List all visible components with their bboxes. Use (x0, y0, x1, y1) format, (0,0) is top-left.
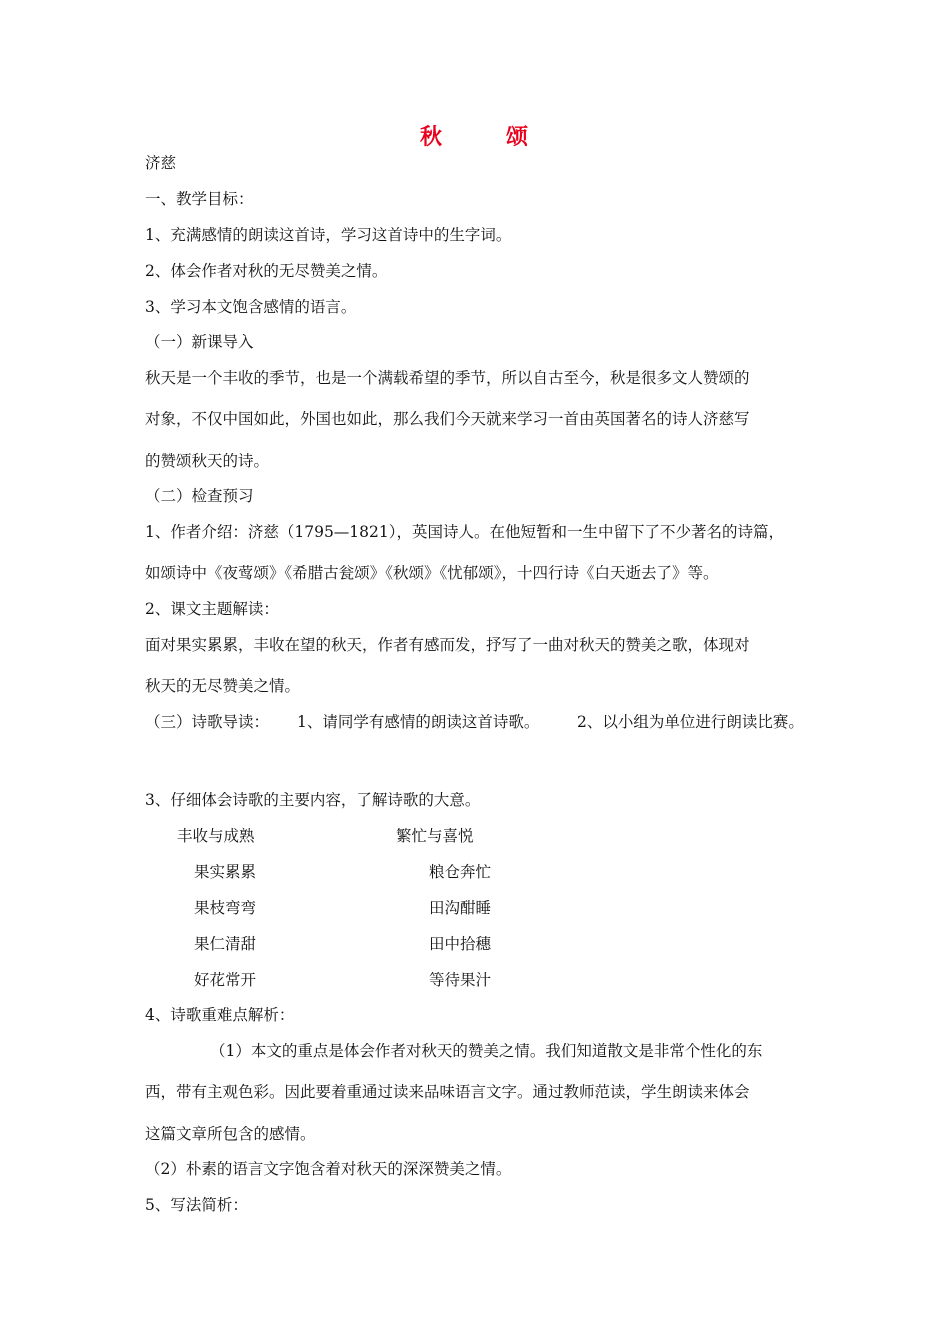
paragraph-line: 的赞颂秋天的诗。 (145, 452, 270, 470)
list-item: 粮仓奔忙 (429, 863, 492, 881)
writing-heading: 5、写法简析： (145, 1196, 248, 1214)
author-name: 济慈 (145, 154, 177, 172)
column-title-left: 丰收与成熟 (177, 827, 255, 845)
title-char-1: 秋 (419, 125, 444, 150)
paragraph-line: 对象，不仅中国如此，外国也如此，那么我们今天就来学习一首由英国著名的诗人济慈写 (145, 410, 750, 428)
column-title-right: 繁忙与喜悦 (396, 827, 474, 845)
theme-heading: 2、课文主题解读： (145, 600, 279, 618)
objective-item: 2、体会作者对秋的无尽赞美之情。 (145, 262, 388, 280)
section-heading-intro: （一）新课导入 (145, 333, 254, 351)
objectives-heading: 一、教学目标： (145, 190, 254, 208)
list-item: 果仁清甜 (194, 935, 257, 953)
list-item: 果实累累 (194, 863, 257, 881)
list-item: 果枝弯弯 (194, 899, 257, 917)
paragraph-line: （1）本文的重点是体会作者对秋天的赞美之情。我们知道散文是非常个性化的东 (210, 1042, 763, 1060)
title-char-2: 颂 (506, 125, 531, 150)
paragraph-line: 西，带有主观色彩。因此要着重通过读来品味语言文字。通过教师范读，学生朗读来体会 (145, 1083, 750, 1101)
objective-item: 1、充满感情的朗读这首诗，学习这首诗中的生字词。 (145, 226, 512, 244)
paragraph-line: 秋天的无尽赞美之情。 (145, 677, 301, 695)
paragraph-line: 面对果实累累，丰收在望的秋天，作者有感而发，抒写了一曲对秋天的赞美之歌，体现对 (145, 636, 750, 654)
reading-step: 2、以小组为单位进行朗读比赛。 (577, 713, 804, 731)
paragraph-line: 1、作者介绍：济慈（1795—1821），英国诗人。在他短暂和一生中留下了不少著名的诗篇， (145, 523, 785, 541)
list-item: 田中拾穗 (429, 935, 492, 953)
paragraph-line: 如颂诗中《夜莺颂》《希腊古瓮颂》《秋颂》《忧郁颂》，十四行诗《白天逝去了》等。 (145, 564, 719, 582)
list-item: 田沟酣睡 (429, 899, 492, 917)
paragraph-line: （2）朴素的语言文字饱含着对秋天的深深赞美之情。 (145, 1160, 512, 1178)
reading-step: 1、请同学有感情的朗读这首诗歌。 (297, 713, 540, 731)
analysis-heading: 4、诗歌重难点解析： (145, 1006, 295, 1024)
page-title (0, 120, 950, 151)
list-item: 好花常开 (194, 971, 257, 989)
paragraph-line: 这篇文章所包含的感情。 (145, 1125, 316, 1143)
objective-item: 3、学习本文饱含感情的语言。 (145, 298, 357, 316)
paragraph-line: 秋天是一个丰收的季节，也是一个满载希望的季节，所以自古至今，秋是很多文人赞颂的 (145, 369, 750, 387)
list-item: 等待果汁 (429, 971, 492, 989)
section-heading-preview: （二）检查预习 (145, 487, 254, 505)
reading-step: 3、仔细体会诗歌的主要内容，了解诗歌的大意。 (145, 791, 481, 809)
section-heading-reading: （三）诗歌导读： (145, 713, 270, 731)
